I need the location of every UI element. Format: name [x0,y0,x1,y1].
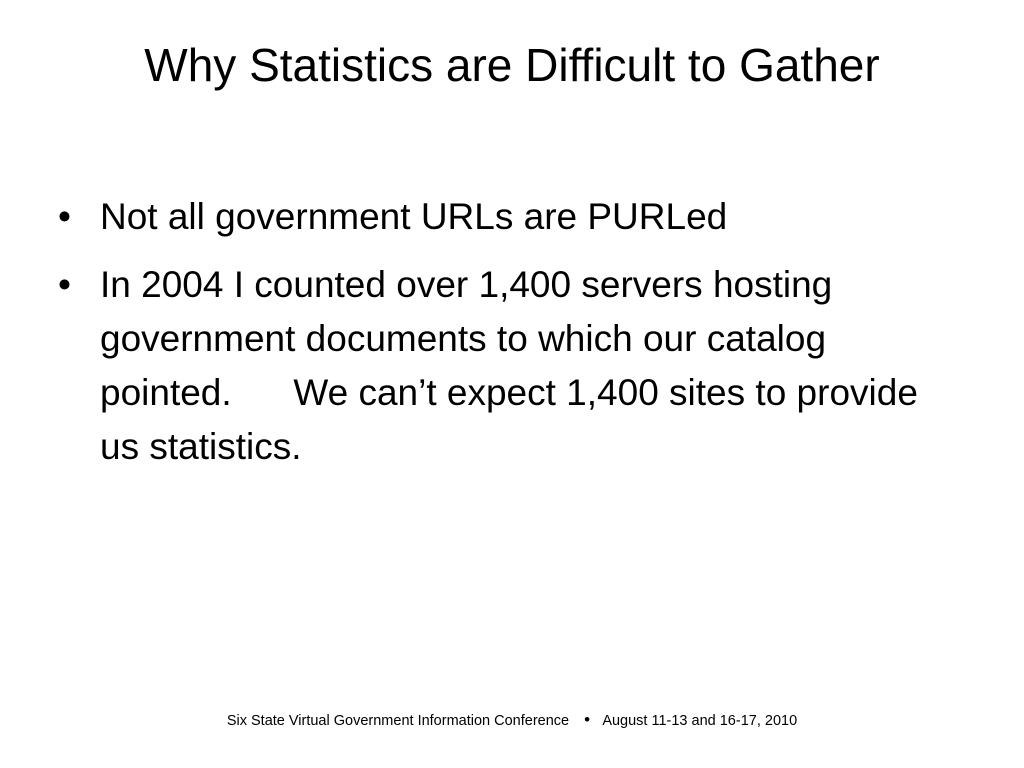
bullet-list [58,190,938,488]
footer-conference: Six State Virtual Government Information Conference [226,713,570,729]
bullet-text: In 2004 I counted over 1,400 servers hosting government documents to which our catalog pointed. We can’t expect 1,400 sites to provide us statistics. [100,264,929,467]
bullet-text: Not all government URLs are PURLed [100,196,728,237]
slide-title: Why Statistics are Difficult to Gather [144,39,880,91]
footer-dates: August 11-13 and 16-17, 2010 [602,713,798,729]
bullet-item-urls [58,190,938,244]
bullet-icon: • [58,264,71,305]
bullet-item-servers [58,258,938,474]
footer-separator: • [584,710,591,729]
slide-footer [0,709,1024,732]
bullet-icon: • [58,196,71,237]
